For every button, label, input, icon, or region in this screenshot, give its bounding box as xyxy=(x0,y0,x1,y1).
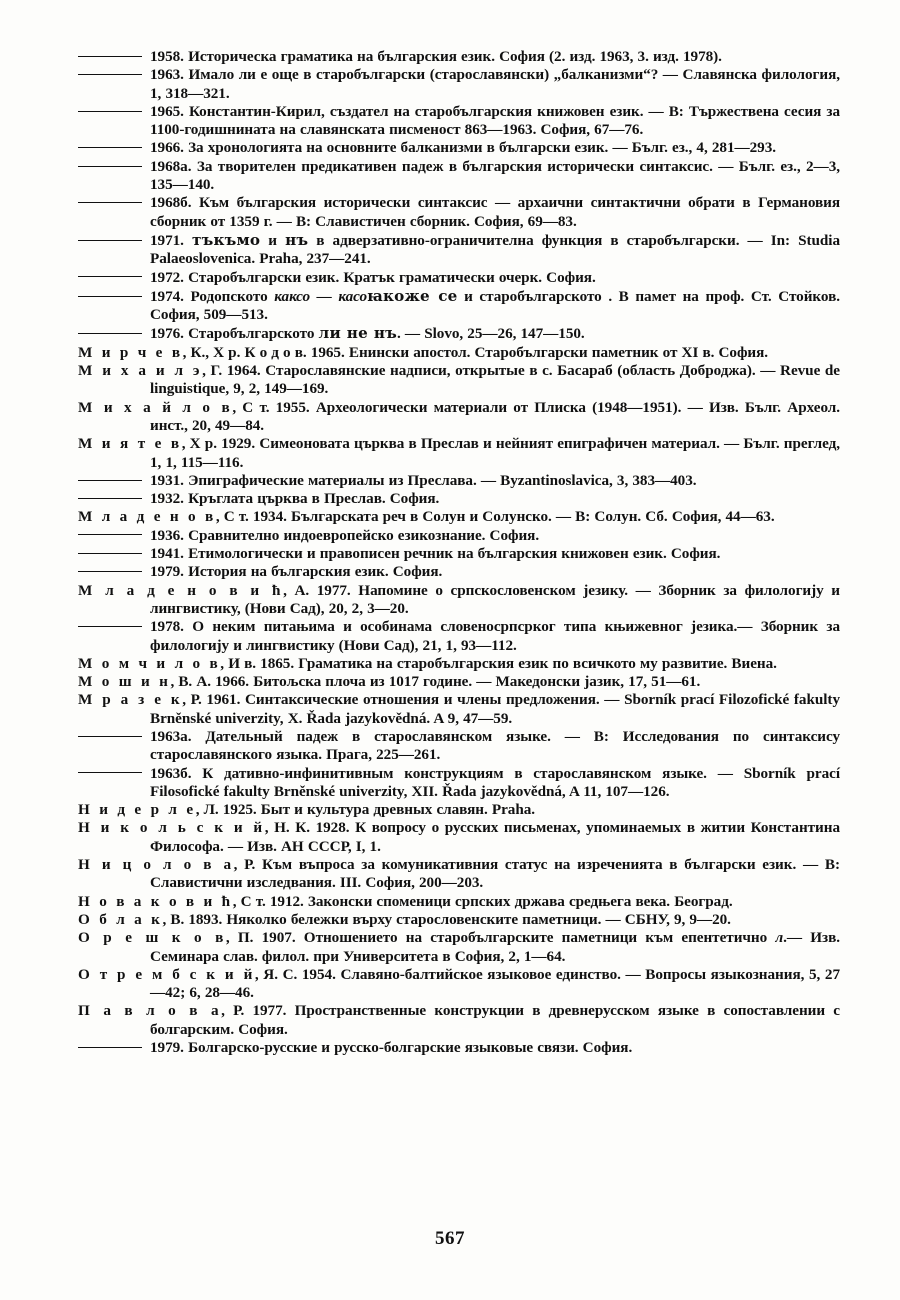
author-surname: М и х а и л э xyxy=(78,362,203,380)
bibliography-entry-continued xyxy=(78,231,840,269)
entry-text-ocs: тъкъмо xyxy=(192,230,261,249)
entry-text: 1963а. Дательный падеж в старославянском языке. — В: Исследования по синтаксису старославянского языка. Прага, 225—261. xyxy=(150,727,840,764)
repeated-author-rule-icon xyxy=(78,772,142,773)
entry-text-italic: каксо — касо xyxy=(274,287,367,305)
repeated-author-rule-icon xyxy=(78,333,142,334)
repeated-author-rule-icon xyxy=(78,147,142,148)
bibliography-entry-continued xyxy=(78,324,840,343)
page-number: 567 xyxy=(435,1228,465,1249)
bibliography-entry xyxy=(78,344,840,362)
bibliography-entry xyxy=(78,399,840,436)
bibliography-entry xyxy=(78,582,840,619)
entry-text: 1968б. Към българския исторически синтаксис — архаични синтактични обрати в Германовия сборник от 1359 г. — В: Славистичен сборник. София, 69—83. xyxy=(150,194,840,230)
author-surname: П а в л о в а xyxy=(78,1002,222,1020)
repeated-author-rule-icon xyxy=(78,736,142,737)
author-surname: О т р е м б с к и й xyxy=(78,965,255,983)
bibliography-entry xyxy=(78,929,840,966)
entry-text: , Н. К. 1928. К вопросу о русских письменах, упоминаемых в житии Константина Философа. — Изв. АН СССР, I, 1. xyxy=(150,819,840,855)
bibliography-entry xyxy=(78,819,840,856)
bibliography-entry xyxy=(78,435,840,472)
bibliography-entry xyxy=(78,856,840,893)
entry-text: 1979. История на българския език. София. xyxy=(150,563,443,581)
bibliography-entry xyxy=(78,655,840,673)
bibliography-entry-continued xyxy=(78,765,840,802)
bibliography-entry-continued xyxy=(78,158,840,195)
bibliography-entry-continued xyxy=(78,103,840,140)
entry-text: , Я. С. 1954. Славяно-балтийское языковое единство. — Вопросы языкознания, 5, 27—42; 6, 28—46. xyxy=(150,965,840,1002)
repeated-author-rule-icon xyxy=(78,480,142,481)
bibliography-entry xyxy=(78,1002,840,1039)
author-surname: М и я т е в xyxy=(78,435,182,453)
author-surname: М о м ч и л о в xyxy=(78,654,221,672)
entry-text-prefix: 1976. Старобългарското xyxy=(150,325,319,343)
entry-text: , В. 1893. Няколко бележки върху старословенските паметници. — СБНУ, 9, 9—20. xyxy=(162,910,731,928)
author-surname: М о ш и н xyxy=(78,673,171,691)
author-surname: М р а з е к xyxy=(78,691,183,709)
repeated-author-rule-icon xyxy=(78,571,142,572)
entry-text: 1966. За хронологията на основните балканизми в български език. — Бълг. ез., 4, 281—293. xyxy=(150,139,777,157)
repeated-author-rule-icon xyxy=(78,553,142,554)
entry-text: 1932. Кръглата църква в Преслав. София. xyxy=(150,490,440,508)
repeated-author-rule-icon xyxy=(78,111,142,112)
bibliography-entry xyxy=(78,801,840,819)
entry-text-suffix: .— Изв. Семинара слав. филол. при Университета в София, 2, 1—64. xyxy=(150,929,840,965)
entry-text: 1965. Константин-Кирил, създател на старобългарския книжовен език. — В: Тържествена сесия за 1100-годишнината на славянската писменост 863—1963. София, 67—76. xyxy=(150,102,840,139)
bibliography-entry-continued xyxy=(78,527,840,545)
repeated-author-rule-icon xyxy=(78,166,142,167)
entry-text-suffix: . В памет на проф. Ст. Стойков. София, 509—513. xyxy=(150,287,840,324)
entry-text: , С т. 1934. Българската реч в Солун и Солунско. — В: Солун. Сб. София, 44—63. xyxy=(215,508,775,526)
bibliography-entry-continued xyxy=(78,728,840,765)
entry-text-ocs: ли не нъ xyxy=(318,324,398,343)
entry-text: 1931. Эпиграфические материалы из Преслава. — Byzantinoslavica, 3, 383—403. xyxy=(150,471,697,489)
bibliography-entry xyxy=(78,691,840,728)
bibliography-entry-continued xyxy=(78,48,840,66)
entry-text: , Р. Към въпроса за комуникативния статус на изреченията в български език. — В: Славистични изследвания. III. София, 200—203. xyxy=(150,856,840,892)
entry-text: 1941. Етимологически и правописен речник на българския книжовен език. София. xyxy=(150,545,721,563)
bibliography-entry xyxy=(78,362,840,399)
bibliography-entry xyxy=(78,911,840,929)
repeated-author-rule-icon xyxy=(78,626,142,627)
entry-text: 1968а. За творителен предикативен падеж в българския исторически синтаксис. — Бълг. ез., 2—3, 135—140. xyxy=(150,157,840,194)
repeated-author-rule-icon xyxy=(78,56,142,57)
author-surname: Н о в а к о в и ћ xyxy=(78,892,233,910)
bibliography-entry-continued xyxy=(78,563,840,581)
author-surname: О б л а к xyxy=(78,910,163,928)
entry-text: 1958. Историческа граматика на българския език. София (2. изд. 1963, 3. изд. 1978). xyxy=(150,48,722,65)
entry-text: , А. 1977. Напомине о српскословенском језику. — Зборник за филологију и лингвистику, (Нови Сад), 20, 2, 3—20. xyxy=(150,581,841,617)
bibliography-entry xyxy=(78,508,840,526)
entry-text: 1963. Имало ли е още в старобългарски (старославянски) „балканизми“? — Славянска филология, 1, 318—321. xyxy=(150,66,840,102)
entry-text: , Л. 1925. Быт и культура древных славян. Praha. xyxy=(195,801,536,819)
author-surname: М и р ч е в xyxy=(78,343,183,361)
repeated-author-rule-icon xyxy=(78,74,142,75)
author-surname: М л а д е н о в и ћ xyxy=(78,581,284,599)
author-surname: Н и ц о л о в а xyxy=(78,856,234,874)
entry-text-mid: и старобългарското xyxy=(457,287,609,305)
author-surname: М и х а й л о в xyxy=(78,398,233,416)
entry-text: 1978. О неким питањима и особинама словеносрпсрког типа књижевног језика.— Зборник за филологију и лингвистику (Нови Сад), 21, 1, 93—112. xyxy=(150,618,840,654)
bibliography-entry-continued xyxy=(78,269,840,287)
author-surname: Н и д е р л е xyxy=(78,801,196,819)
entry-text: 1979. Болгарско-русские и русско-болгарские языковые связи. София. xyxy=(150,1039,633,1057)
entry-text-suffix: . — Slovo, 25—26, 147—150. xyxy=(397,325,585,343)
bibliography-entry-continued xyxy=(78,287,840,325)
repeated-author-rule-icon xyxy=(78,534,142,535)
bibliography-entry xyxy=(78,893,840,911)
entry-text: , К., Х р. К о д о в. 1965. Енински апостол. Старобългарски паметник от XI в. София. xyxy=(182,343,769,361)
repeated-author-rule-icon xyxy=(78,1047,142,1048)
entry-text-italic: л xyxy=(775,929,784,947)
entry-text: 1972. Старобългарски език. Кратък граматически очерк. София. xyxy=(150,268,596,286)
bibliography-entry-continued xyxy=(78,66,840,103)
repeated-author-rule-icon xyxy=(78,276,142,277)
bibliography-list xyxy=(78,48,840,1057)
entry-text: , Г. 1964. Старославянские надписи, открытые в с. Басараб (область Доброджа). — Revue de linguistique, 9, 2, 149—169. xyxy=(150,362,840,398)
entry-text: , В. А. 1966. Битољска плоча из 1017 године. — Македонски јазик, 17, 51—61. xyxy=(170,673,701,691)
author-surname: Н и к о л ь с к и й xyxy=(78,819,265,837)
entry-text-mid: и xyxy=(260,231,286,249)
entry-text: , Х р. 1929. Симеоновата църква в Преслав и нейният епиграфичен материал. — Бълг. преглед, 1, 1, 115—116. xyxy=(150,435,840,471)
bibliography-entry-continued xyxy=(78,472,840,490)
bibliography-entry-continued xyxy=(78,490,840,508)
author-surname: М л а д е н о в xyxy=(78,508,216,526)
entry-text-ocs: ꙗкоже се xyxy=(367,286,458,305)
entry-text: , Р. 1961. Синтаксические отношения и члены предложения. — Sborník prací Filozofické fakulty Brněnské univerzity, X. Řada jazykovědná. A 9, 47—59. xyxy=(150,691,840,727)
bibliography-entry xyxy=(78,966,840,1003)
entry-text: , С т. 1912. Законски споменици српских држава средњега века. Београд. xyxy=(232,892,733,910)
bibliography-entry xyxy=(78,673,840,691)
bibliography-entry-continued xyxy=(78,1039,840,1057)
entry-text-ocs-secondary: нъ xyxy=(285,230,309,249)
entry-text: 1963б. К дативно-инфинитивным конструкциям в старославянском языке. — Sborník prací Filosofické fakulty Brněnské univerzity, XII. Řada jazykovědná, A 11, 107—126. xyxy=(150,764,840,800)
entry-text-prefix: 1974. Родопското xyxy=(150,287,275,305)
repeated-author-rule-icon xyxy=(78,240,142,241)
entry-text: , И в. 1865. Граматика на старобългарския език по всичкото му развитие. Виена. xyxy=(220,654,777,672)
bibliography-entry-continued xyxy=(78,139,840,157)
entry-text: , Р. 1977. Пространственные конструкции в древнерусском языке в сопоставлении с болгарским. София. xyxy=(150,1002,840,1038)
bibliography-entry-continued xyxy=(78,618,840,655)
entry-text-prefix: , П. 1907. Отношението на старобългарските паметници към епентетично xyxy=(225,929,776,947)
bibliography-entry-continued xyxy=(78,194,840,231)
entry-text-prefix: 1971. xyxy=(150,231,192,249)
repeated-author-rule-icon xyxy=(78,296,142,297)
repeated-author-rule-icon xyxy=(78,498,142,499)
bibliography-entry-continued xyxy=(78,545,840,563)
entry-text: , С т. 1955. Археологически материали от Плиска (1948—1951). — Изв. Бълг. Археол. инст., 20, 49—84. xyxy=(150,398,841,434)
repeated-author-rule-icon xyxy=(78,202,142,203)
entry-text-suffix: в адверзативно-ограничителна функция в старобългарски. — In: Studia Palaeoslovenica. Praha, 237—241. xyxy=(150,231,840,268)
author-surname: О р е ш к о в xyxy=(78,929,226,947)
entry-text: 1936. Сравнително индоевропейско езикознание. София. xyxy=(150,526,540,544)
